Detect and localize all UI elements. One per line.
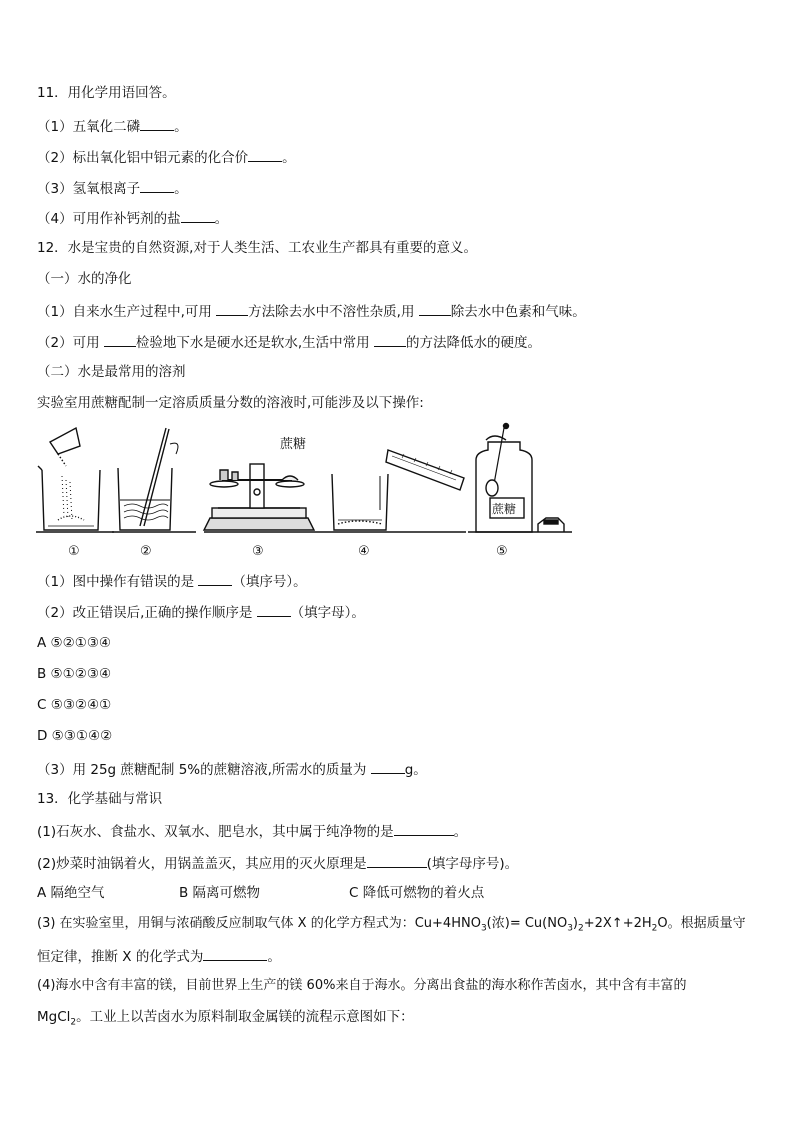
answer-blank[interactable]	[198, 571, 232, 586]
q11-item-3: （3）氢氧根离子 。	[37, 178, 188, 198]
operation-5-sugar-bottle	[468, 424, 572, 533]
q13-sub-4-line-1: (4)海水中含有丰富的镁，目前世界上生产的镁 60%来自于海水。分离出食盐的海水称作苦卤水，其中含有丰富的	[37, 978, 687, 993]
option-a[interactable]: A ⑤②①③④	[37, 635, 112, 651]
operation-2-stirring	[112, 428, 196, 532]
answer-blank[interactable]	[248, 147, 282, 162]
answer-blank[interactable]	[419, 301, 451, 316]
bottle-label: 蔗糖	[492, 502, 517, 516]
answer-blank[interactable]	[140, 178, 174, 193]
figure-label-5: ⑤	[496, 544, 508, 559]
answer-blank[interactable]	[367, 853, 427, 868]
operation-1-adding-solid	[36, 428, 114, 532]
q12-part2-heading: （二）水是最常用的溶剂	[37, 364, 186, 380]
q13-sub-3-line-1: (3) 在实验室里，用铜与浓硝酸反应制取气体 X 的化学方程式为：$Cu+4HNO_3$(浓)= $Cu(NO_3)_2+2X↑+2H_2O$。根据质量守	[37, 916, 746, 934]
answer-blank[interactable]	[374, 332, 406, 347]
q11-title: 11．用化学用语回答。	[37, 85, 176, 101]
q13-option-a[interactable]: A 隔绝空气	[37, 885, 105, 901]
q12-sub-1: （1）图中操作有错误的是 （填序号）。	[37, 571, 307, 591]
answer-blank[interactable]	[257, 602, 291, 617]
answer-blank[interactable]	[104, 332, 136, 347]
sugar-label: 蔗糖	[280, 437, 307, 452]
q12-intro: 实验室用蔗糖配制一定溶质质量分数的溶液时,可能涉及以下操作:	[37, 395, 424, 411]
q13-option-c[interactable]: C 降低可燃物的着火点	[349, 885, 485, 901]
lab-operations-figure	[36, 420, 572, 560]
q12-purification-1: （1）自来水生产过程中,可用 方法除去水中不溶性杂质,用 除去水中色素和气味。	[37, 301, 586, 321]
q13-sub-2: (2)炒菜时油锅着火，用锅盖盖灭，其应用的灭火原理是 (填字母序号)。	[37, 853, 518, 873]
q12-sub-3: （3）用 25g 蔗糖配制 5%的蔗糖溶液,所需水的质量为 g。	[37, 759, 427, 779]
q11-item-4: （4）可用作补钙剂的盐 。	[37, 208, 228, 228]
q12-purification-2: （2）可用 检验地下水是硬水还是软水,生活中常用 的方法降低水的硬度。	[37, 332, 541, 352]
operation-3-weighing-balance	[204, 464, 326, 532]
q13-sub-3-line-2: 恒定律，推断 X 的化学式为 。	[37, 946, 281, 966]
figure-label-4: ④	[358, 544, 370, 559]
q13-title: 13．化学基础与常识	[37, 791, 163, 807]
q13-option-b[interactable]: B 隔离可燃物	[179, 885, 261, 901]
q11-item-1: （1）五氧化二磷 。	[37, 116, 188, 136]
answer-blank[interactable]	[203, 946, 267, 961]
figure-label-2: ②	[140, 544, 152, 559]
answer-blank[interactable]	[394, 821, 454, 836]
q13-sub-4-line-2: MgCl$_2$。工业上以苦卤水为原料制取金属镁的流程示意图如下：	[37, 1009, 414, 1028]
answer-blank[interactable]	[371, 759, 405, 774]
answer-blank[interactable]	[140, 116, 174, 131]
option-d[interactable]: D ⑤③①④②	[37, 728, 113, 744]
q12-part1-heading: （一）水的净化	[37, 271, 132, 287]
q12-title: 12．水是宝贵的自然资源,对于人类生活、工农业生产都具有重要的意义。	[37, 240, 477, 256]
option-c[interactable]: C ⑤③②④①	[37, 697, 112, 713]
figure-label-3: ③	[252, 544, 264, 559]
operation-4-pouring-water	[326, 450, 466, 532]
q13-sub-2-options	[37, 884, 484, 902]
figure-label-1: ①	[68, 544, 80, 559]
answer-blank[interactable]	[216, 301, 248, 316]
answer-blank[interactable]	[181, 208, 215, 223]
q13-sub-1: (1)石灰水、食盐水、双氧水、肥皂水，其中属于纯净物的是 。	[37, 821, 467, 841]
q12-sub-2: （2）改正错误后,正确的操作顺序是 （填字母）。	[37, 602, 365, 622]
option-b[interactable]: B ⑤①②③④	[37, 666, 112, 682]
q11-item-2: （2）标出氧化铝中铝元素的化合价 。	[37, 147, 296, 167]
